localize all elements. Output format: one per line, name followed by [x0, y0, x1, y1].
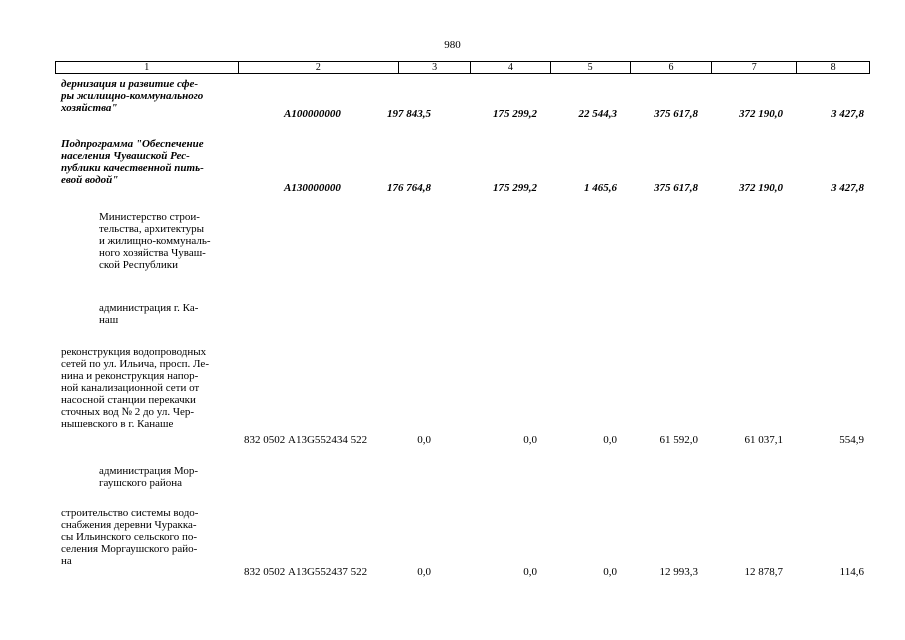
- row-label: [99, 465, 232, 489]
- label-line: евой водой": [61, 174, 119, 186]
- value-col-5: 0,0: [603, 434, 617, 446]
- value-col-7: 61 037,1: [744, 434, 783, 446]
- value-col-6: 375 617,8: [654, 108, 698, 120]
- table-row: [0, 434, 905, 446]
- value-col-3: 0,0: [417, 566, 431, 578]
- value-col-8: 3 427,8: [831, 108, 864, 120]
- header-col-3: 3: [398, 62, 470, 73]
- header-col-1: 1: [144, 62, 150, 73]
- row-label: [61, 507, 232, 567]
- page-number: 980: [444, 39, 461, 51]
- label-line: сточных вод № 2 до ул. Чер-: [61, 406, 195, 418]
- label-line: реконструкция водопроводных: [61, 346, 207, 358]
- value-col-3: 197 843,5: [387, 108, 431, 120]
- table-header: [55, 61, 870, 74]
- label-line: ной канализационной сети от: [61, 382, 200, 394]
- label-line: сетей по ул. Ильича, просп. Ле-: [61, 358, 209, 370]
- label-line: сы Ильинского сельского по-: [61, 531, 198, 543]
- value-col-7: 372 190,0: [739, 108, 783, 120]
- label-line: дернизация и развитие сфе-: [61, 78, 199, 90]
- label-line: населения Чувашской Рес-: [61, 150, 190, 162]
- header-col-4: 4: [470, 62, 550, 73]
- label-line: Министерство строи-: [99, 211, 200, 223]
- table-row: [0, 566, 905, 578]
- label-line: строительство системы водо-: [61, 507, 199, 519]
- value-col-4: 175 299,2: [493, 182, 537, 194]
- header-col-6: 6: [630, 62, 712, 73]
- table-row: [0, 182, 905, 194]
- label-line: нышевского в г. Канаше: [61, 418, 174, 430]
- label-line: публики качественной пить-: [61, 162, 204, 174]
- header-col-8: 8: [796, 62, 869, 73]
- value-col-6: 375 617,8: [654, 182, 698, 194]
- row-label: [99, 211, 232, 271]
- label-line: нина и реконструкция напор-: [61, 370, 199, 382]
- value-col-8: 3 427,8: [831, 182, 864, 194]
- label-line: администрация г. Ка-: [99, 302, 199, 314]
- row-label: [61, 138, 232, 186]
- label-line: ного хозяйства Чуваш-: [99, 247, 206, 259]
- table-row: [0, 108, 905, 120]
- value-col-8: 554,9: [839, 434, 864, 446]
- row-code: 832 0502 А13G552437 522: [244, 566, 368, 578]
- label-line: наш: [99, 314, 119, 326]
- value-col-7: 12 878,7: [744, 566, 783, 578]
- label-line: ры жилищно-коммунального: [61, 90, 204, 102]
- value-col-3: 0,0: [417, 434, 431, 446]
- row-code: А100000000: [284, 108, 341, 120]
- label-line: снабжения деревни Чуракка-: [61, 519, 197, 531]
- label-line: администрация Мор-: [99, 465, 199, 477]
- label-line: селения Моргаушского райо-: [61, 543, 198, 555]
- label-line: Подпрограмма "Обеспечение: [61, 138, 204, 150]
- row-code: А130000000: [284, 182, 341, 194]
- label-line: насосной станции перекачки: [61, 394, 196, 406]
- label-line: ской Республики: [99, 259, 178, 271]
- value-col-7: 372 190,0: [739, 182, 783, 194]
- row-code: 832 0502 А13G552434 522: [244, 434, 368, 446]
- row-label: [99, 302, 232, 326]
- value-col-8: 114,6: [839, 566, 864, 578]
- label-line: хозяйства": [61, 102, 118, 114]
- header-col-5: 5: [550, 62, 630, 73]
- value-col-5: 1 465,6: [584, 182, 617, 194]
- value-col-5: 22 544,3: [578, 108, 617, 120]
- value-col-6: 61 592,0: [659, 434, 698, 446]
- value-col-5: 0,0: [603, 566, 617, 578]
- label-line: на: [61, 555, 72, 567]
- label-line: и жилищно-коммуналь-: [99, 235, 211, 247]
- value-col-3: 176 764,8: [387, 182, 431, 194]
- value-col-6: 12 993,3: [659, 566, 698, 578]
- value-col-4: 175 299,2: [493, 108, 537, 120]
- header-col-2: 2: [238, 62, 399, 73]
- value-col-4: 0,0: [523, 434, 537, 446]
- label-line: тельства, архитектуры: [99, 223, 205, 235]
- label-line: гаушского района: [99, 477, 182, 489]
- value-col-4: 0,0: [523, 566, 537, 578]
- row-label: [61, 346, 232, 430]
- header-col-7: 7: [711, 62, 796, 73]
